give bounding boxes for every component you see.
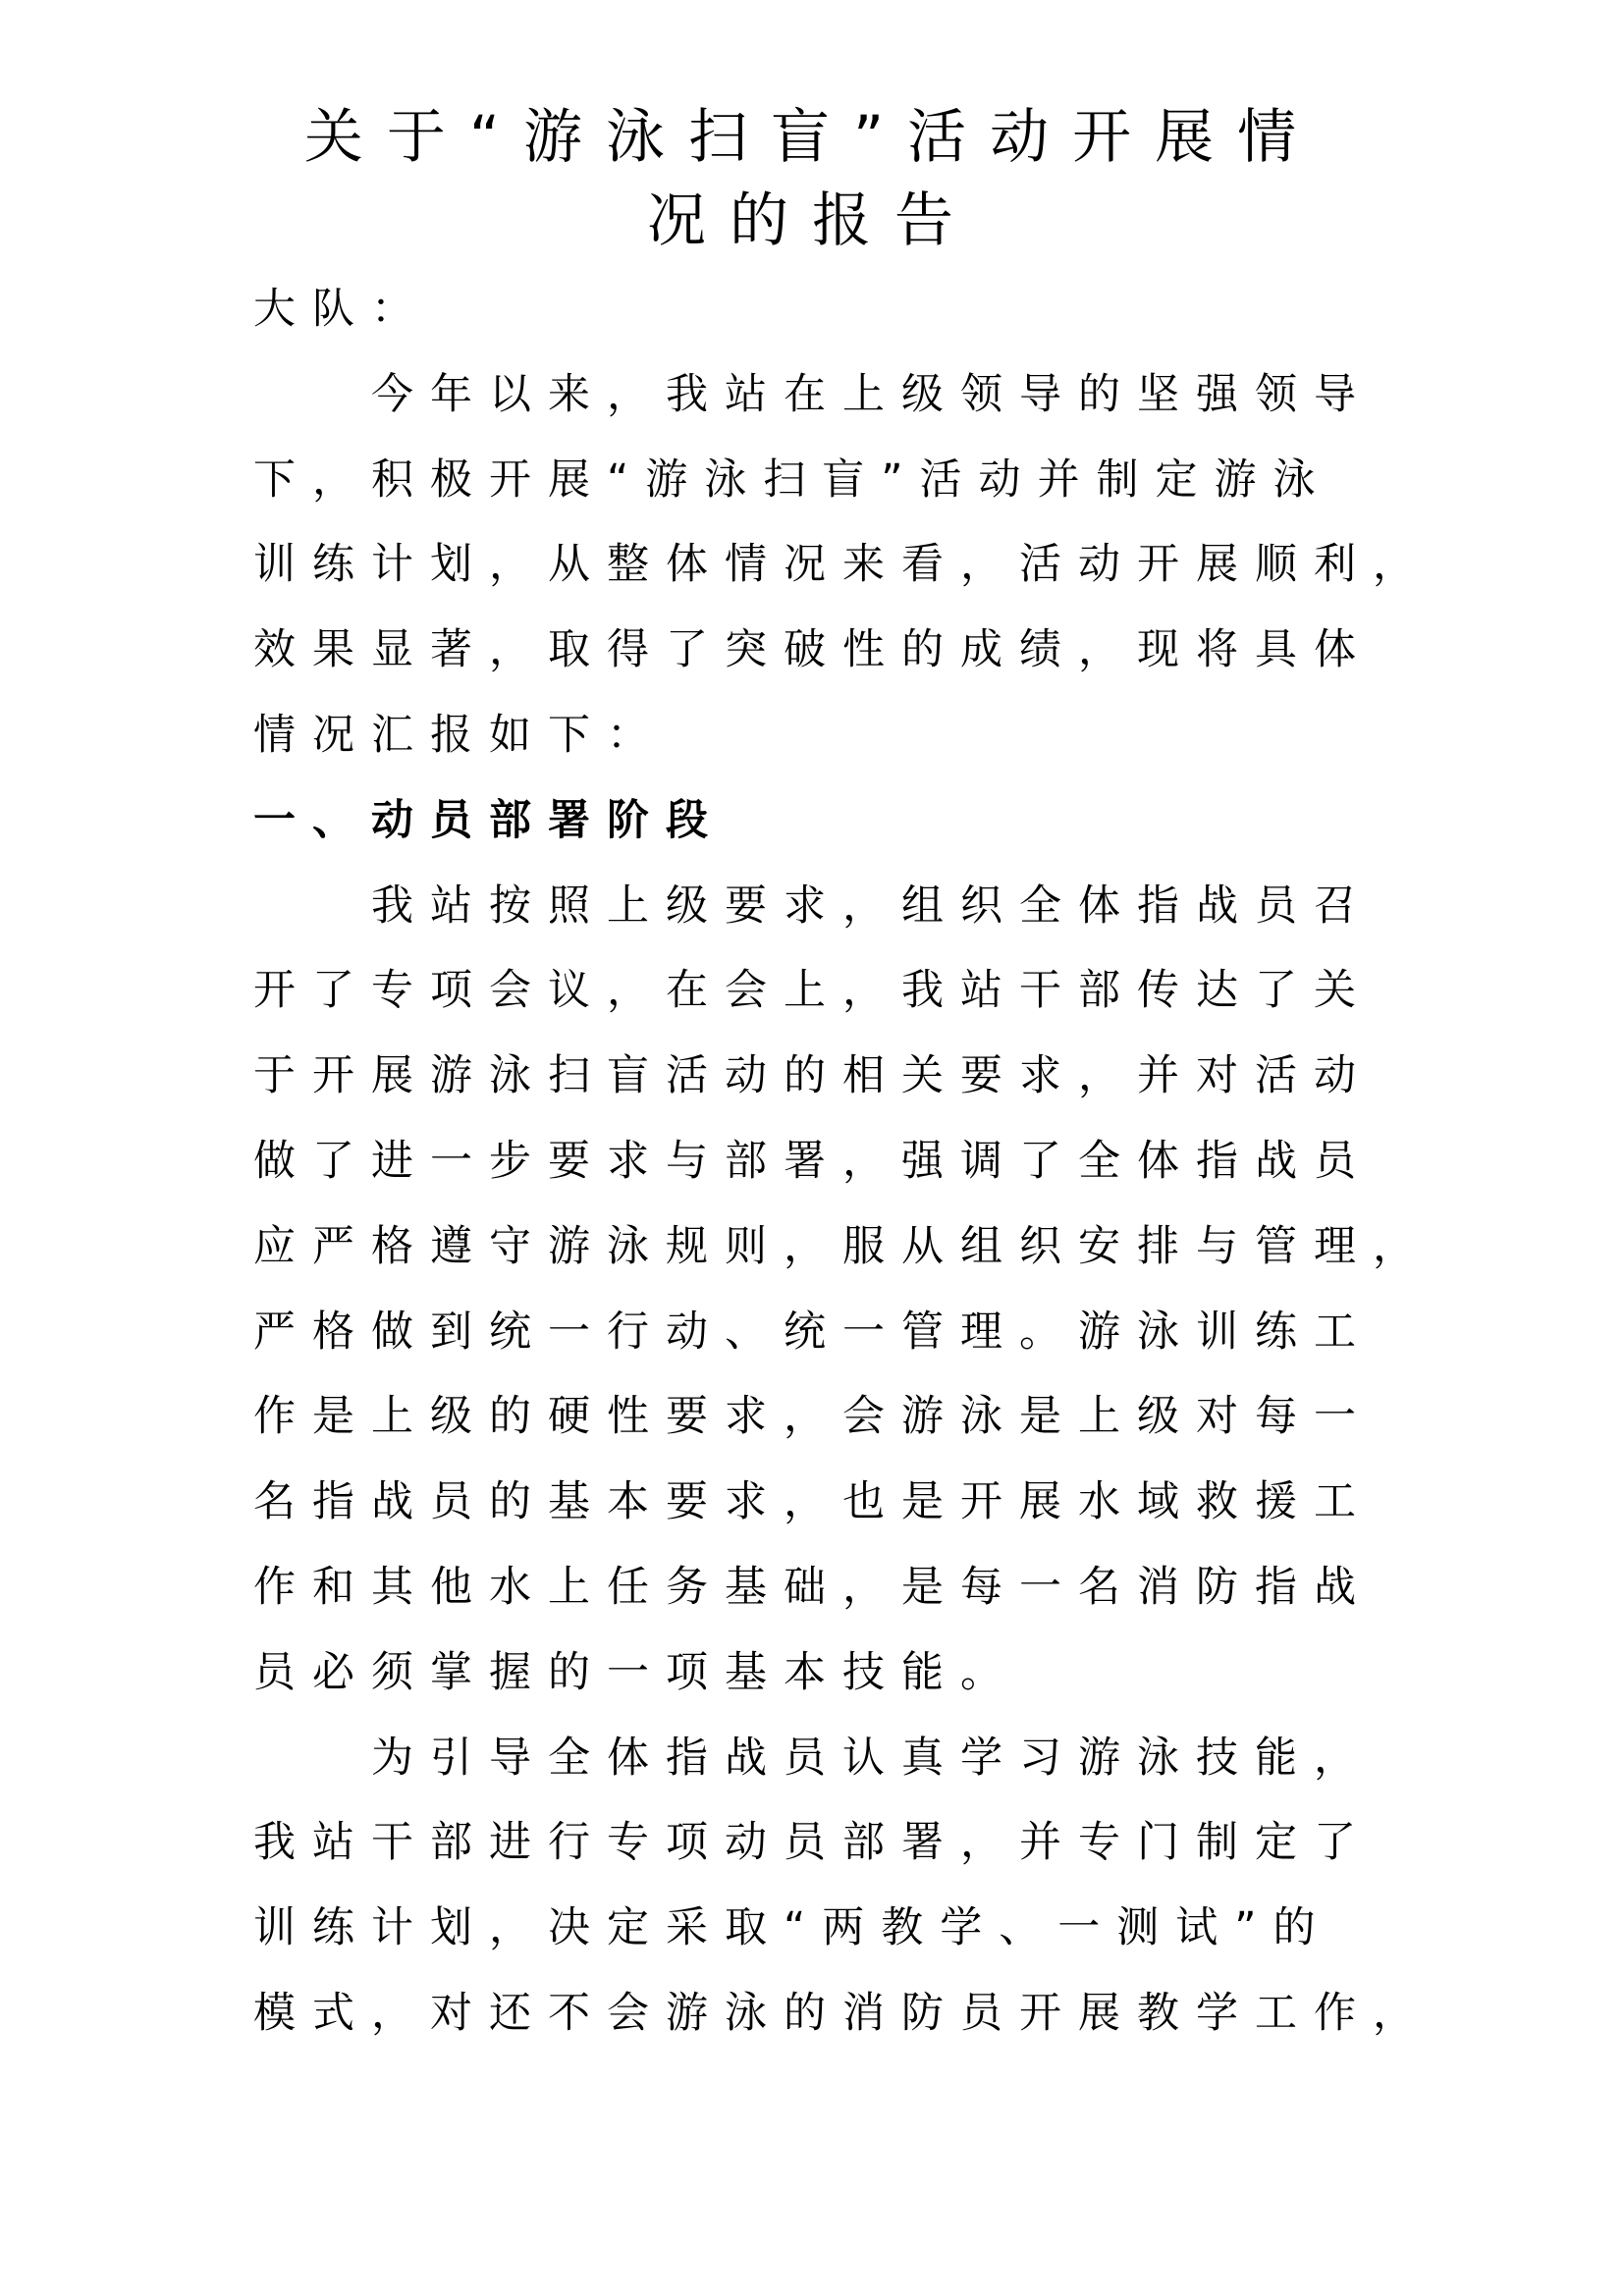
paragraph-line: 名指战员的基本要求，也是开展水域救援工 — [253, 1477, 1373, 1527]
paragraph-line: 我站干部进行专项动员部署，并专门制定了 — [253, 1818, 1373, 1868]
paragraph-line: 情况汇报如下： — [253, 710, 666, 760]
paragraph-line: 训练计划，决定采取“两教学、一测试”的 — [253, 1903, 1332, 1953]
document-body — [253, 267, 1624, 2056]
document-title-line-1: 关于“游泳扫盲”活动开展情 — [303, 103, 1321, 172]
paragraph-line: 今年以来，我站在上级领导的坚强领导 — [371, 369, 1373, 419]
paragraph-line: 作和其他水上任务基础，是每一名消防指战 — [253, 1562, 1373, 1612]
section-heading: 一、动员部署阶段 — [253, 795, 725, 845]
document-title-line-2: 况的报告 — [647, 187, 977, 255]
paragraph-line: 效果显著，取得了突破性的成绩，现将具体 — [253, 625, 1373, 675]
paragraph-line: 模式，对还不会游泳的消防员开展教学工作， — [253, 1988, 1432, 2038]
paragraph-line: 应严格遵守游泳规则，服从组织安排与管理， — [253, 1221, 1432, 1271]
paragraph-line: 我站按照上级要求，组织全体指战员召 — [371, 881, 1373, 931]
paragraph-line: 严格做到统一行动、统一管理。游泳训练工 — [253, 1307, 1373, 1357]
paragraph-line: 为引导全体指战员认真学习游泳技能， — [371, 1733, 1373, 1783]
paragraph-line: 下，积极开展“游泳扫盲”活动并制定游泳 — [253, 454, 1332, 505]
paragraph-line: 作是上级的硬性要求，会游泳是上级对每一 — [253, 1392, 1373, 1442]
paragraph-line: 做了进一步要求与部署，强调了全体指战员 — [253, 1136, 1373, 1186]
paragraph-line: 训练计划，从整体情况来看，活动开展顺利， — [253, 540, 1432, 590]
paragraph-line: 员必须掌握的一项基本技能。 — [253, 1647, 1019, 1697]
paragraph-line: 于开展游泳扫盲活动的相关要求，并对活动 — [253, 1051, 1373, 1101]
paragraph-line: 开了专项会议，在会上，我站干部传达了关 — [253, 966, 1373, 1016]
salutation: 大队： — [253, 285, 430, 334]
